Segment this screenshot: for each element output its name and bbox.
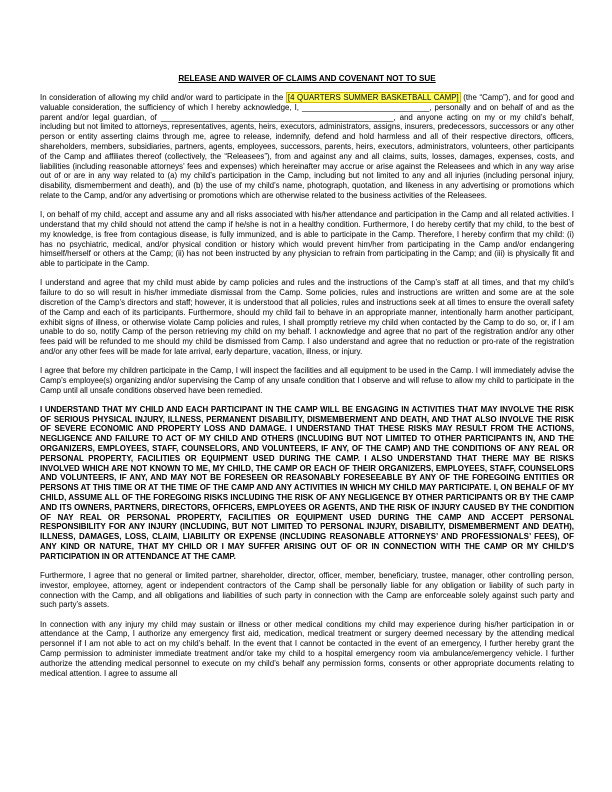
intro-rest-text: and anyone acting on my or my child’s behalf, including but not limited to attorneys, representatives, agents, heirs, executors, administrators, assigns, insurers, predecessors, successors or any other person or entity asserting claims through me, agree to release, indemnify, defend and hold harmless and all of their respective directors, officers, shareholders, members, subsidiaries, partners, agents, employees, successors, parents, heirs, executors, administrators, volunteers, other participants of the Camp and affiliates thereof (collectively, the “Releasees”), from and against any and all claims, suits, losses, damages, expenses, costs, and liabilities (including reasonable attorneys’ fees and expenses) which hereinafter may accrue or arise against the Releasees and which in any way arise out of or are in any way related to (a) my child’s participation in the Camp, including but not limited to any and all injuries (including personal injury, disability, dismemberment and death), and (b) the use of my child’s name, photograph, quotation, and likeness in any advertising or promotions which relate to the Camp, and/or any advertising or promotions which are otherwise related to the business activities of the Releasees. (40, 112, 574, 200)
paragraph-camp-policies: I understand and agree that my child must abide by camp policies and rules and the instructions of the Camp’s staff at all times, and that my child’s failure to do so will result in his/her immediate dismissal from the Camp. Some policies, rules and instructions are written and some are at the sole discretion of the Camp’s directors and staff; however, it is understood that all policies, rules and instructions seek at all times to ensure the overall safety of the Camp and each of its participants. Furthermore, should my child fail to behave in an appropriate manner, intentionally harm another participant, exhibit signs of illness, or otherwise violate Camp policies and rules, I shall promptly retrieve my child when contacted by the Camp to do so, or, if I am unable to do so, notify Camp of the person retrieving my child on my behalf. I acknowledge and agree that no part of the registration and/or any other fees paid will be refunded to me should my child be dismissed from Camp. I also understand and agree that no reduction or pro-rate of the registration and/or any other fees will be made for late arrival, early departure, vacation, illness, or injury. (40, 278, 574, 356)
paragraph-no-personal-liability: Furthermore, I agree that no general or limited partner, shareholder, director, officer, member, beneficiary, trustee, manager, other controlling person, investor, employee, attorney, agent or independent contractors of the Camp shall be personally liable for any obligation or liability of such party in connection with the Camp, and all obligations and liabilities of such party in connection with the Camp are enforceable solely against such party and such party’s assets. (40, 571, 574, 610)
intro-after-field-text: (the “Camp”), and for good and valuable consideration, the sufficiency of which I hereby acknowledge, I, (40, 93, 574, 112)
paragraph-release-intro (40, 93, 574, 201)
child-name-blank[interactable]: _____________________________________________________, (160, 112, 396, 122)
paragraph-medical-authorization: In connection with any injury my child may sustain or illness or other medical conditions my child may experience during his/her participation in or attendance at the Camp, I authorize any emergency first aid, medication, medical treatment or surgery deemed necessary by the attending medical personnel if I am not able to act on my child’s behalf. In the event that I cannot be contacted in the event of an emergency, I further hereby grant the Camp permission to administer immediate treatment and/or take my child to a hospital emergency room via ambulance/emergency vehicle. I further authorize the attending medical personnel to execute on my child’s behalf any permission forms, consents or other appropriate documents relating to medical attention. I agree to assume all (40, 619, 574, 678)
paragraph-facility-inspection: I agree that before my children participate in the Camp, I will inspect the facilities and all equipment to be used in the Camp. I will immediately advise the Camp’s employee(s) organizing and/or supervising the Camp of any unsafe condition that I observe and will refuse to allow my child to participate in the Camp until all unsafe conditions observed have been remedied. (40, 366, 574, 395)
parent-name-blank[interactable]: _____________________________, (302, 102, 432, 112)
paragraph-risk-acknowledgement: I UNDERSTAND THAT MY CHILD AND EACH PARTICIPANT IN THE CAMP WILL BE ENGAGING IN ACTIVITIES THAT MAY INVOLVE THE RISK OF SERIOUS PHYSICAL INJURY, ILLNESS, PERMANENT DISABILITY, DISMEMBERMENT AND DEATH, AND THAT ALSO INVOLVE THE RISK OF SEVERE ECONOMIC AND PROPERTY LOSS AND DAMAGE. I UNDERSTAND THAT THESE RISKS MAY RESULT FROM THE ACTIONS, NEGLIGENCE AND FAILURE TO ACT OF MY CHILD AND OTHERS (INCLUDING BUT NOT LIMITED TO OTHER PARTICIPANTS IN, AND THE ORGANIZERS, EMPLOYEES, STAFF, COUNSELORS, AND VOLUNTEERS, IF ANY, OF THE CAMP) AND THE CONDITIONS OF ANY REAL OR PERSONAL PROPERTY, FACILITIES OR EQUIPMENT USED DURING THE CAMP. I ALSO UNDERSTAND THAT THERE MAY BE RISKS INVOLVED WHICH ARE NOT KNOWN TO ME, MY CHILD, THE CAMP OR EACH OF THEIR ORGANIZERS, EMPLOYEES, STAFF, COUNSELORS AND VOLUNTEERS, IF ANY, AND MAY NOT BE FORESEEN OR REASONABLY FORESEEABLE BY ANY OF THE FOREGOING ENTITIES OR PERSONS AT THIS TIME OR AT THE TIME OF THE CAMP AND ANY ACTIVITIES IN WHICH MY CHILD MAY PARTICIPATE. I, ON BEHALF OF MY CHILD, ASSUME ALL OF THE FOREGOING RISKS INCLUDING THE RISK OF ANY NEGLIGENCE BY OTHER PARTICIPANTS OR BY THE CAMP AND ITS OWNERS, PARTNERS, DIRECTORS, OFFICERS, EMPLOYEES OR AGENTS, AND THE RISK OF INJURY CAUSED BY THE CONDITION OF NAY REAL OR PERSONAL PROPERTY, FACILITIES OR EQUIPMENT USED DURING THE CAMP AND ACCEPT PERSONAL RESPONSIBILITY FOR ANY INJURY (INCLUDING, BUT NOT LIMITED TO PERSONAL INJURY, DISABILITY, DISMEMBERMENT AND DEATH), ILLNESS, DAMAGES, LOSS, CLAIM, LIABILITY OR EXPENSE (INCLUDING REASONABLE ATTORNEYS’ AND PROFESSIONALS’ FEES), OF ANY KIND OR NATURE, THAT MY CHILD OR I MAY SUFFER ARISING OUT OF OR IN CONNECTION WITH THE CAMP OR MY CHILD’S PARTICIPATION IN OR ATTENDANCE AT THE CAMP. (40, 404, 574, 561)
paragraph-assumption-of-risk: I, on behalf of my child, accept and assume any and all risks associated with his/her attendance and participation in the Camp and all related activities. I understand that my child should not attend the camp if he/she is not in a healthy condition. Furthermore, I do hereby certify that my child, to the best of my knowledge, is free from contagious disease, is fully immunized, and is able to participate in the Camp. Therefore, I hereby confirm that my child: (i) has no psychiatric, medical, and/or physical condition or history which would prevent him/her from participating in the Camp and/or endangering himself/herself or others at the Camp; (ii) has not been instructed by any physician to refrain from participating in the Camp; and (iii) is physically fit and able to participate in the Camp. (40, 210, 574, 269)
document-title: RELEASE AND WAIVER OF CLAIMS AND COVENANT NOT TO SUE (178, 74, 436, 83)
intro-middle-text: personally and on behalf of and as the parent and/or legal guardian, of (40, 102, 574, 122)
camp-name-field[interactable]: [4 QUARTERS SUMMER BASKETBALL CAMP] (287, 93, 459, 102)
intro-lead-text: In consideration of allowing my child and/or ward to participate in the (40, 93, 286, 102)
